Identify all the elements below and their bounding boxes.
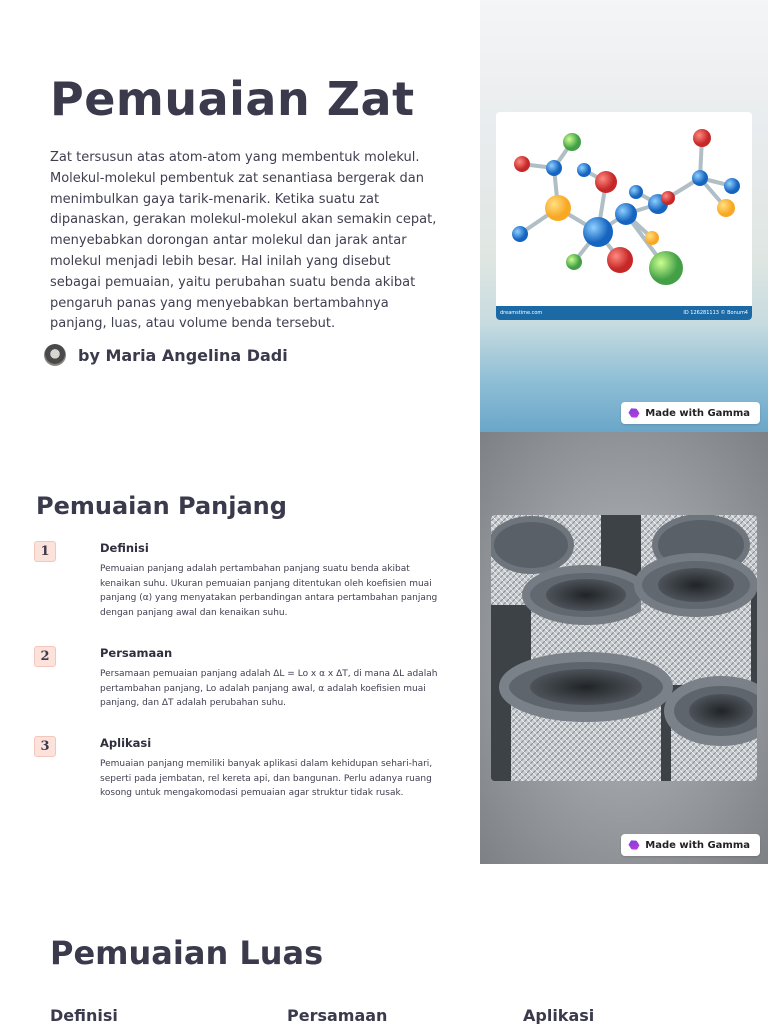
gamma-logo-icon (627, 838, 641, 852)
slide-pemuaian-panjang (0, 432, 768, 864)
item-title: Aplikasi (100, 736, 152, 750)
column-heading-aplikasi: Aplikasi (523, 1006, 595, 1024)
made-with-gamma-badge[interactable] (621, 834, 760, 856)
author-line (44, 344, 288, 366)
avatar (44, 344, 66, 366)
item-body: Pemuaian panjang memiliki banyak aplikasi dalam kehidupan sehari-hari, seperti pada jembatan, rel kereta api, dan bangunan. Perlu adanya ruang kosong untuk mengakomodasi pemuaian agar struktur tidak rusak. (100, 759, 433, 799)
item-body: Pemuaian panjang adalah pertambahan panjang suatu benda akibat kenaikan suhu. Ukuran pemuaian panjang ditentukan oleh koefisien muai panjang (α) yang menyatakan perbandingan antara pertambahan panjang dengan panjang awal dan kenaikan suhu. (100, 564, 438, 618)
slide-pemuaian-zat (0, 0, 768, 432)
column-heading-persamaan: Persamaan (287, 1006, 388, 1024)
gamma-logo-icon (627, 406, 641, 420)
slide-pemuaian-luas (0, 864, 768, 1024)
molecule-image (496, 112, 752, 320)
page-title: Pemuaian Zat (50, 72, 415, 126)
image-watermark (496, 306, 752, 320)
item-title: Persamaan (100, 646, 173, 660)
item-number: 1 (34, 541, 56, 562)
column-heading-definisi: Definisi (50, 1006, 118, 1024)
badge-label: Made with Gamma (645, 407, 750, 419)
intro-paragraph: Zat tersusun atas atom-atom yang membentuk molekul. Molekul-molekul pembentuk zat senantiasa bergerak dan menimbulkan gaya tarik-menarik. Ketika suatu zat dipanaskan, gerakan molekul-molekul akan semakin cepat, menyebabkan dorongan antar molekul dan jarak antar molekul menjadi lebih besar. Hal inilah yang disebut sebagai pemuaian, yaitu perubahan suatu benda akibat pengaruh panas yang menyebabkan bertambahnya panjang, luas, atau volume benda tersebut. (50, 150, 437, 332)
made-with-gamma-badge[interactable] (621, 402, 760, 424)
badge-label: Made with Gamma (645, 839, 750, 851)
item-title: Definisi (100, 541, 149, 555)
item-body: Persamaan pemuaian panjang adalah ΔL = Lo x α x ΔT, di mana ΔL adalah pertambahan panjang, Lo adalah panjang awal, α adalah koefisien muai panjang, dan ΔT adalah perubahan suhu. (100, 669, 438, 709)
image-caption: dreamstime.com (500, 310, 543, 316)
item-number: 3 (34, 736, 56, 757)
image-panel (480, 432, 768, 864)
section-title: Pemuaian Panjang (36, 492, 287, 520)
expansion-joint-image (491, 515, 757, 781)
image-id: ID 126281113 © Bonum4 (683, 310, 748, 316)
image-panel (480, 0, 768, 432)
pipe-illustration (491, 515, 757, 781)
author-name: by Maria Angelina Dadi (78, 345, 288, 365)
item-number: 2 (34, 646, 56, 667)
molecule-illustration (496, 112, 752, 306)
section-title: Pemuaian Luas (50, 934, 324, 972)
